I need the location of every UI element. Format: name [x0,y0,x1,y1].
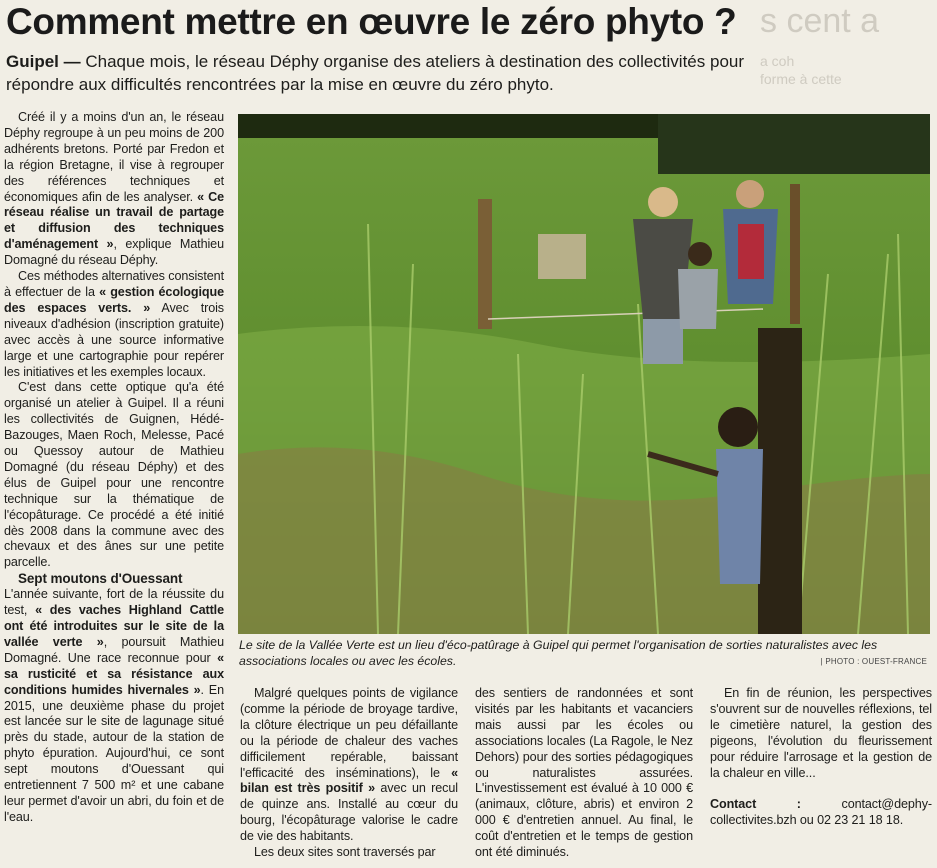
article-title: Comment mettre en œuvre le zéro phyto ? [6,1,737,42]
paragraph: Ces méthodes alternatives consistent à effectuer de la « gestion écologique des espaces verts. » Avec trois niveaux d'adhésion (inscription gratuite) avec accès à une source informative large et une cartographie pour repérer les initiatives et les exemples locaux. [4,269,225,379]
column-1 [4,110,224,826]
column-3 [475,686,693,861]
paragraph: C'est dans cette optique qu'a été organisé un atelier à Guipel. Il a réuni les collectivités de Guignen, Hédé-Bazouges, Maen Roch, Melesse, Pacé ou Quessoy autour de Mathieu Domagné (du réseau Déphy) et des élus de Guipel pour une rencontre technique sur la thématique de l'écopâturage. Ce procédé a été initié dès 2008 dans la commune avec des chevaux et des ânes sur une petite parcelle. [4,380,224,570]
meadow-photo [238,114,930,634]
paragraph: L'année suivante, fort de la réussite du test, « des vaches Highland Cattle ont été introduites sur le site de la vallée verte », poursuit Mathieu Domagné. Une race reconnue pour « sa rusticité et sa résistance aux conditions humides hivernales ». En 2015, une deuxième phase du projet est lancée sur le site de lagunage situé près du stade, autour de la station de phyto épuration. Aujourd'hui, ce sont sept moutons d'Ouessant qui entretiennent 7 500 m² et une cabane leur permet d'avoir un abri, du foin et de l'eau. [4,587,224,824]
paragraph: Malgré quelques points de vigilance (comme la période de broyage tardive, la clôture électrique un peu défaillante ou la période de chaleur des vaches difficilement repérable, baissant l'efficacité des inséminations), le « bilan est très positif » avec un recul de quinze ans. Installé au cœur du bourg, l'écopâturage valorise le cadre de vie des habitants. [240,686,458,844]
adjacent-article-title: s cent a [760,2,880,40]
photo-caption: Le site de la Vallée Verte est un lieu d'éco-patûrage à Guipel qui permet l'organisation de sorties naturalistes avec les associations locales ou avec les écoles. [239,638,878,668]
column-4 [710,686,932,829]
meadow-photo-icon [238,114,930,634]
adjacent-article-text: a coh forme à cette [760,53,842,87]
article-lead: Guipel — Chaque mois, le réseau Déphy organise des ateliers à destination des collectivités pour répondre aux difficultés rencontrées par la mise en œuvre du zéro phyto. [6,52,745,94]
subheading: Sept moutons d'Ouessant [18,571,183,587]
paragraph: Les deux sites sont traversés par [254,845,436,860]
lead-place: Guipel [6,52,59,71]
contact-info: Contact : contact@dephy-collectivites.bzh ou 02 23 21 18 18. [710,797,932,828]
paragraph: Créé il y a moins d'un an, le réseau Déphy regroupe à un peu moins de 200 adhérents bretons. Porté par Fredon et la région Bretagne, il vise à regrouper des références techniques et économiques afin de les analyser. « Ce réseau réalise un travail de partage et diffusion des techniques d'aménagement », explique Mathieu Domagné du réseau Déphy. [4,110,225,268]
lead-text: Chaque mois, le réseau Déphy organise des ateliers à destination des collectivités pour répondre aux difficultés rencontrées par la mise en œuvre du zéro phyto. [6,52,745,94]
photo-credit: | PHOTO : OUEST-FRANCE [820,657,927,666]
paragraph: En fin de réunion, les perspectives s'ouvrent sur de nouvelles réflexions, tel le cimetière naturel, la gestion des pigeons, l'évolution du fleurissement pour réduire l'arrosage et la gestion de la chaleur en ville... [710,686,932,780]
paragraph: des sentiers de randonnées et sont visités par les habitants et vacanciers mais aussi par les écoles ou associations locales (La Ragole, le Nez Dehors) pour des sorties pédagogiques ou naturalistes assurées. L'investissement est évalué à 10 000 € (animaux, clôture, abris) et environ 2 000 € d'entretien annuel. Au final, le coût d'entretien et le temps de gestion ont été diminués. [475,686,693,860]
column-2 [240,686,458,861]
